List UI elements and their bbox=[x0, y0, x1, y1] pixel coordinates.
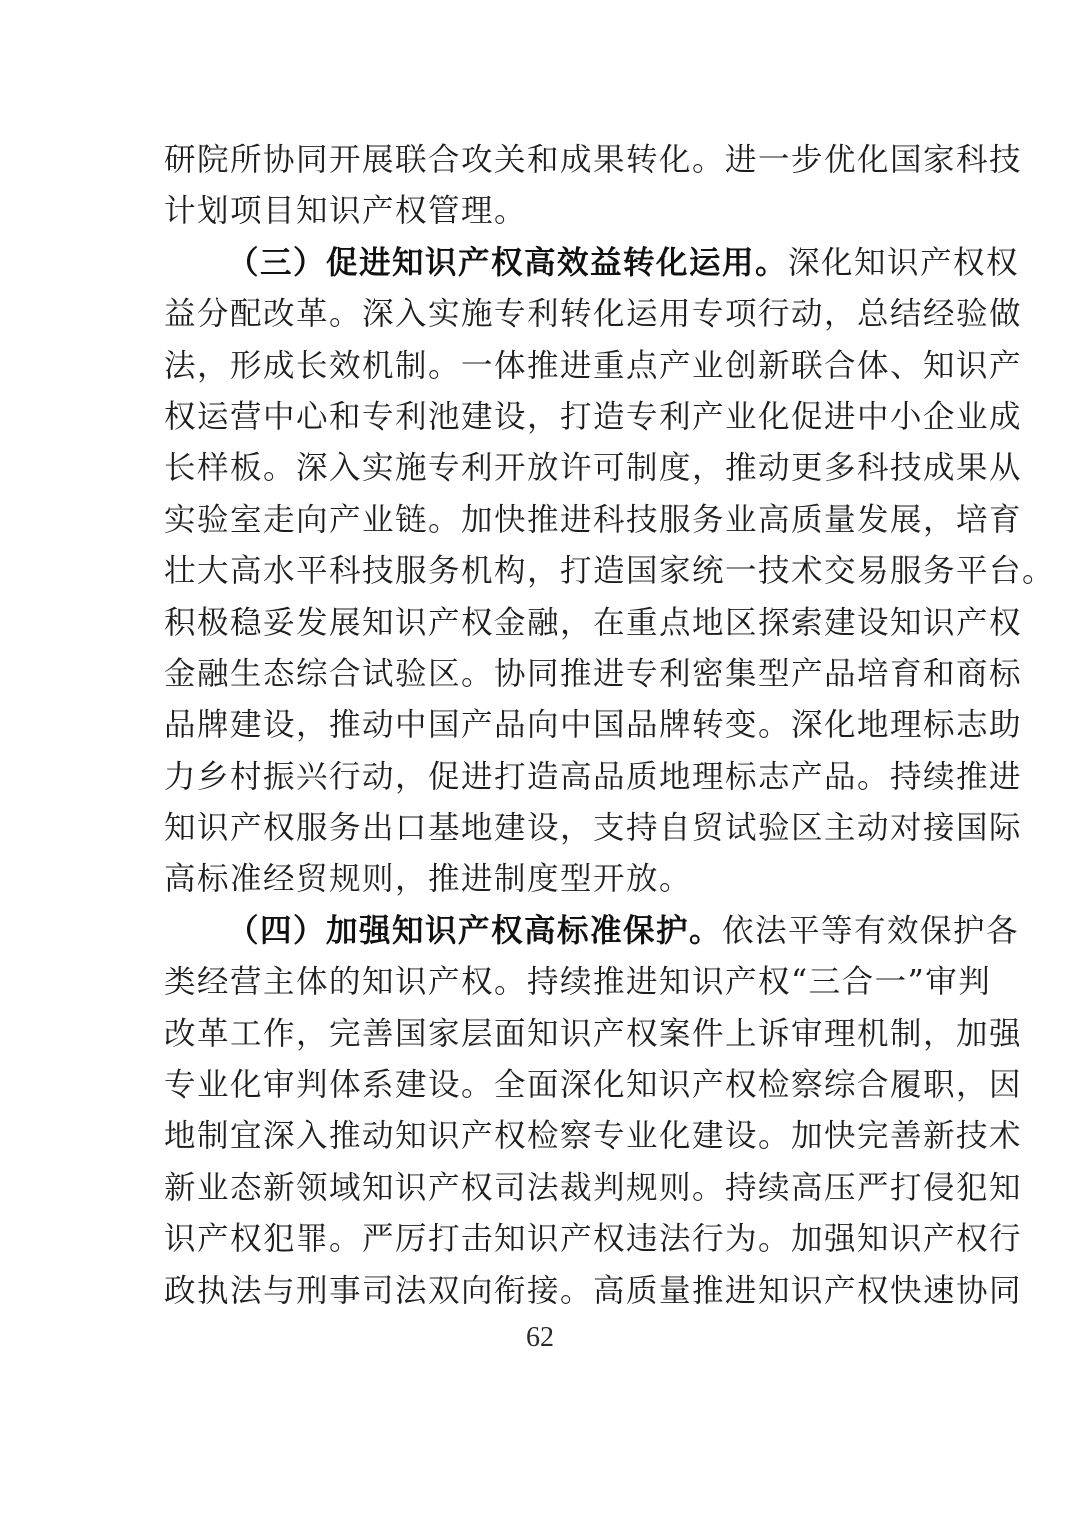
section-heading-4: （四）加强知识产权高标准保护。 bbox=[227, 912, 723, 949]
text-line: 益分配改革。深入实施专利转化运用专项行动，总结经验做 bbox=[164, 296, 1023, 333]
text-run: 依法平等有效保护各 bbox=[722, 912, 1020, 949]
text-line: 计划项目知识产权管理。 bbox=[164, 193, 528, 230]
text-line: 研院所协同开展联合攻关和成果转化。进一步优化国家科技 bbox=[164, 142, 1023, 178]
text-line: 专业化审判体系建设。全面深化知识产权检察综合履职，因 bbox=[164, 1067, 1023, 1104]
text-line: 识产权犯罪。严厉打击知识产权违法行为。加强知识产权行 bbox=[164, 1221, 1023, 1258]
text-line: 实验室走向产业链。加快推进科技服务业高质量发展，培育 bbox=[164, 501, 1023, 538]
page-number: 62 bbox=[526, 1322, 554, 1353]
text-line: 知识产权服务出口基地建设，支持自贸试验区主动对接国际 bbox=[164, 810, 1023, 847]
text-line: 权运营中心和专利池建设，打造专利产业化促进中小企业成 bbox=[164, 398, 1023, 435]
text-line: 金融生态综合试验区。协同推进专利密集型产品培育和商标 bbox=[164, 655, 1023, 692]
text-run: 深化知识产权权 bbox=[788, 244, 1020, 281]
text-line: 新业态新领域知识产权司法裁判规则。持续高压严打侵犯知 bbox=[164, 1169, 1023, 1206]
text-line: 法，形成长效机制。一体推进重点产业创新联合体、知识产 bbox=[164, 347, 1023, 384]
section-heading-3: （三）促进知识产权高效益转化运用。 bbox=[227, 244, 789, 281]
text-line: 壮大高水平科技服务机构，打造国家统一技术交易服务平台。 bbox=[164, 553, 1056, 590]
text-line: 积极稳妥发展知识产权金融，在重点地区探索建设知识产权 bbox=[164, 604, 1023, 641]
text-line: 政执法与刑事司法双向衔接。高质量推进知识产权快速协同 bbox=[164, 1272, 1023, 1309]
text-line: 类经营主体的知识产权。持续推进知识产权“三合一”审判 bbox=[164, 964, 992, 1001]
text-line: 品牌建设，推动中国产品向中国品牌转变。深化地理标志助 bbox=[164, 707, 1023, 744]
paragraph-section-4 bbox=[164, 906, 1023, 1317]
text-line: 力乡村振兴行动，促进打造高品质地理标志产品。持续推进 bbox=[164, 758, 1023, 795]
paragraph-continuation bbox=[164, 135, 1023, 238]
paragraph-section-3 bbox=[164, 238, 1056, 906]
text-line: 改革工作，完善国家层面知识产权案件上诉审理机制，加强 bbox=[164, 1015, 1023, 1052]
text-line: 长样板。深入实施专利开放许可制度，推动更多科技成果从 bbox=[164, 450, 1023, 487]
text-line: 地制宜深入推动知识产权检察专业化建设。加快完善新技术 bbox=[164, 1118, 1023, 1155]
text-line: 高标准经贸规则，推进制度型开放。 bbox=[164, 861, 693, 898]
text-line bbox=[164, 238, 1020, 289]
text-line bbox=[164, 906, 1020, 957]
body-text bbox=[164, 135, 1056, 1317]
